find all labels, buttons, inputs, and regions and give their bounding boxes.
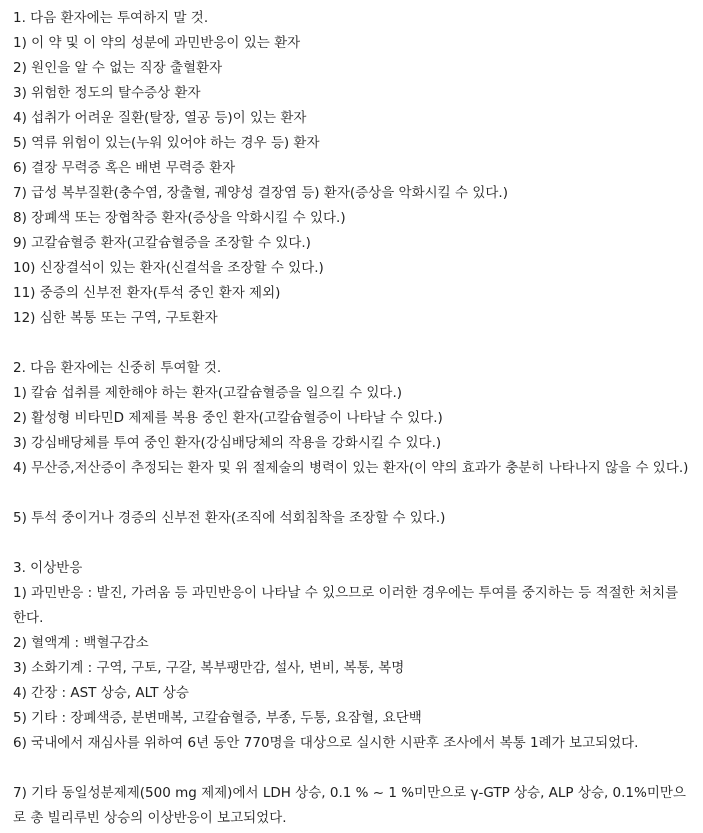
contraindication-item-3: 3) 위험한 정도의 탈수증상 환자: [13, 85, 201, 101]
adverse-item-6: 6) 국내에서 재심사를 위하여 6년 동안 770명을 대상으로 실시한 시판후 조사에서 복통 1례가 보고되었다.: [13, 735, 639, 751]
caution-item-2: 2) 활성형 비타민D 제제를 복용 중인 환자(고칼슘혈증이 나타날 수 있다.): [13, 410, 443, 426]
contraindication-item-6: 6) 결장 무력증 혹은 배변 무력증 환자: [13, 160, 236, 176]
adverse-item-7: 7) 기타 동일성분제제(500 mg 제제)에서 LDH 상승, 0.1 % ~ 1 %미만으로 γ-GTP 상승, ALP 상승, 0.1%미만으로 총 빌리루빈 상승의 이상반응이 보고되었다.: [13, 785, 686, 826]
contraindication-item-10: 10) 신장결석이 있는 환자(신결석을 조장할 수 있다.): [13, 260, 324, 276]
contraindication-item-2: 2) 원인을 알 수 없는 직장 출혈환자: [13, 60, 223, 76]
section-spacer: [13, 531, 703, 556]
caution-item-1: 1) 칼슘 섭취를 제한해야 하는 환자(고칼슘혈증을 일으킬 수 있다.): [13, 385, 403, 401]
section-1-title: 1. 다음 환자에는 투여하지 말 것.: [13, 10, 209, 26]
contraindication-item-4: 4) 섭취가 어려운 질환(탈장, 열공 등)이 있는 환자: [13, 110, 307, 126]
contraindication-item-7: 7) 급성 복부질환(충수염, 장출혈, 궤양성 결장염 등) 환자(증상을 악화시킬 수 있다.): [13, 185, 508, 201]
adverse-item-5: 5) 기타 : 장폐색증, 분변매복, 고칼슘혈증, 부종, 두통, 요잠혈, 요단백: [13, 710, 422, 726]
adverse-item-2: 2) 혈액계 : 백혈구감소: [13, 635, 149, 651]
section-spacer: [13, 331, 703, 356]
adverse-item-4: 4) 간장 : AST 상승, ALT 상승: [13, 685, 189, 701]
contraindication-item-11: 11) 중증의 신부전 환자(투석 중인 환자 제외): [13, 285, 281, 301]
caution-item-4: 4) 무산증,저산증이 추정되는 환자 및 위 절제술의 병력이 있는 환자(이 약의 효과가 충분히 나타나지 않을 수 있다.): [13, 460, 689, 476]
contraindication-item-1: 1) 이 약 및 이 약의 성분에 과민반응이 있는 환자: [13, 35, 301, 51]
adverse-item-1: 1) 과민반응 : 발진, 가려움 등 과민반응이 나타날 수 있으므로 이러한 경우에는 투여를 중지하는 등 적절한 처치를 한다.: [13, 585, 679, 626]
adverse-item-3: 3) 소화기계 : 구역, 구토, 구갈, 복부팽만감, 설사, 변비, 복통, 복명: [13, 660, 405, 676]
contraindication-item-8: 8) 장폐색 또는 장협착증 환자(증상을 악화시킬 수 있다.): [13, 210, 346, 226]
caution-item-5: 5) 투석 중이거나 경증의 신부전 환자(조직에 석회침착을 조장할 수 있다.): [13, 510, 446, 526]
contraindication-item-12: 12) 심한 복통 또는 구역, 구토환자: [13, 310, 218, 326]
contraindication-item-9: 9) 고칼슘혈증 환자(고칼슘혈증을 조장할 수 있다.): [13, 235, 311, 251]
caution-item-3: 3) 강심배당체를 투여 중인 환자(강심배당체의 작용을 강화시킬 수 있다.): [13, 435, 442, 451]
section-3-title: 3. 이상반응: [13, 560, 83, 576]
contraindication-item-5: 5) 역류 위험이 있는(누워 있어야 하는 경우 등) 환자: [13, 135, 320, 151]
section-2-title: 2. 다음 환자에는 신중히 투여할 것.: [13, 360, 222, 376]
